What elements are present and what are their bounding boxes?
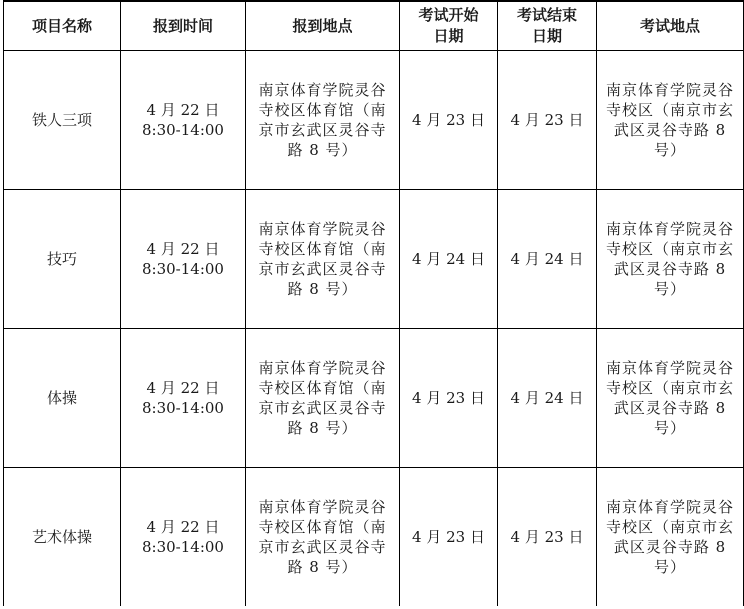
report-time-cell bbox=[121, 51, 246, 190]
report-date: 4 月 22 日 bbox=[146, 379, 220, 397]
table-row bbox=[4, 190, 744, 329]
report-place-cell: 南京体育学院灵谷寺校区体育馆（南京市玄武区灵谷寺路 8 号） bbox=[246, 329, 400, 468]
report-place-cell: 南京体育学院灵谷寺校区体育馆（南京市玄武区灵谷寺路 8 号） bbox=[246, 190, 400, 329]
header-exam-place: 考试地点 bbox=[597, 1, 744, 51]
header-exam-start-date bbox=[400, 1, 498, 51]
exam-place-cell: 南京体育学院灵谷寺校区（南京市玄武区灵谷寺路 8 号） bbox=[597, 190, 744, 329]
header-exam-start-line2: 日期 bbox=[433, 27, 464, 45]
report-date: 4 月 22 日 bbox=[146, 518, 220, 536]
header-exam-end-line1: 考试结束 bbox=[516, 6, 577, 24]
exam-start-cell: 4 月 23 日 bbox=[400, 51, 498, 190]
report-time-cell bbox=[121, 190, 246, 329]
exam-place-cell: 南京体育学院灵谷寺校区（南京市玄武区灵谷寺路 8 号） bbox=[597, 468, 744, 607]
exam-start-cell: 4 月 23 日 bbox=[400, 468, 498, 607]
header-event-name: 项目名称 bbox=[4, 1, 121, 51]
report-place-cell: 南京体育学院灵谷寺校区体育馆（南京市玄武区灵谷寺路 8 号） bbox=[246, 468, 400, 607]
exam-place-cell: 南京体育学院灵谷寺校区（南京市玄武区灵谷寺路 8 号） bbox=[597, 51, 744, 190]
event-name-cell: 艺术体操 bbox=[4, 468, 121, 607]
event-name-cell: 体操 bbox=[4, 329, 121, 468]
report-date: 4 月 22 日 bbox=[146, 240, 220, 258]
exam-start-cell: 4 月 24 日 bbox=[400, 190, 498, 329]
report-hours: 8:30-14:00 bbox=[142, 399, 224, 417]
exam-end-cell: 4 月 23 日 bbox=[498, 468, 597, 607]
exam-end-cell: 4 月 24 日 bbox=[498, 190, 597, 329]
header-report-time: 报到时间 bbox=[121, 1, 246, 51]
header-row bbox=[4, 1, 744, 51]
table-header bbox=[4, 1, 744, 51]
table-row bbox=[4, 468, 744, 607]
header-exam-start-line1: 考试开始 bbox=[418, 6, 479, 24]
exam-start-cell: 4 月 23 日 bbox=[400, 329, 498, 468]
table-body bbox=[4, 51, 744, 607]
exam-place-cell: 南京体育学院灵谷寺校区（南京市玄武区灵谷寺路 8 号） bbox=[597, 329, 744, 468]
exam-end-cell: 4 月 23 日 bbox=[498, 51, 597, 190]
exam-end-cell: 4 月 24 日 bbox=[498, 329, 597, 468]
report-time-cell bbox=[121, 329, 246, 468]
header-report-place: 报到地点 bbox=[246, 1, 400, 51]
table-row bbox=[4, 329, 744, 468]
report-hours: 8:30-14:00 bbox=[142, 260, 224, 278]
report-place-cell: 南京体育学院灵谷寺校区体育馆（南京市玄武区灵谷寺路 8 号） bbox=[246, 51, 400, 190]
report-date: 4 月 22 日 bbox=[146, 101, 220, 119]
exam-schedule-table bbox=[3, 0, 744, 606]
event-name-cell: 技巧 bbox=[4, 190, 121, 329]
report-time-cell bbox=[121, 468, 246, 607]
event-name-cell: 铁人三项 bbox=[4, 51, 121, 190]
header-exam-end-line2: 日期 bbox=[531, 27, 562, 45]
header-exam-end-date bbox=[498, 1, 597, 51]
report-hours: 8:30-14:00 bbox=[142, 538, 224, 556]
report-hours: 8:30-14:00 bbox=[142, 121, 224, 139]
table-row bbox=[4, 51, 744, 190]
